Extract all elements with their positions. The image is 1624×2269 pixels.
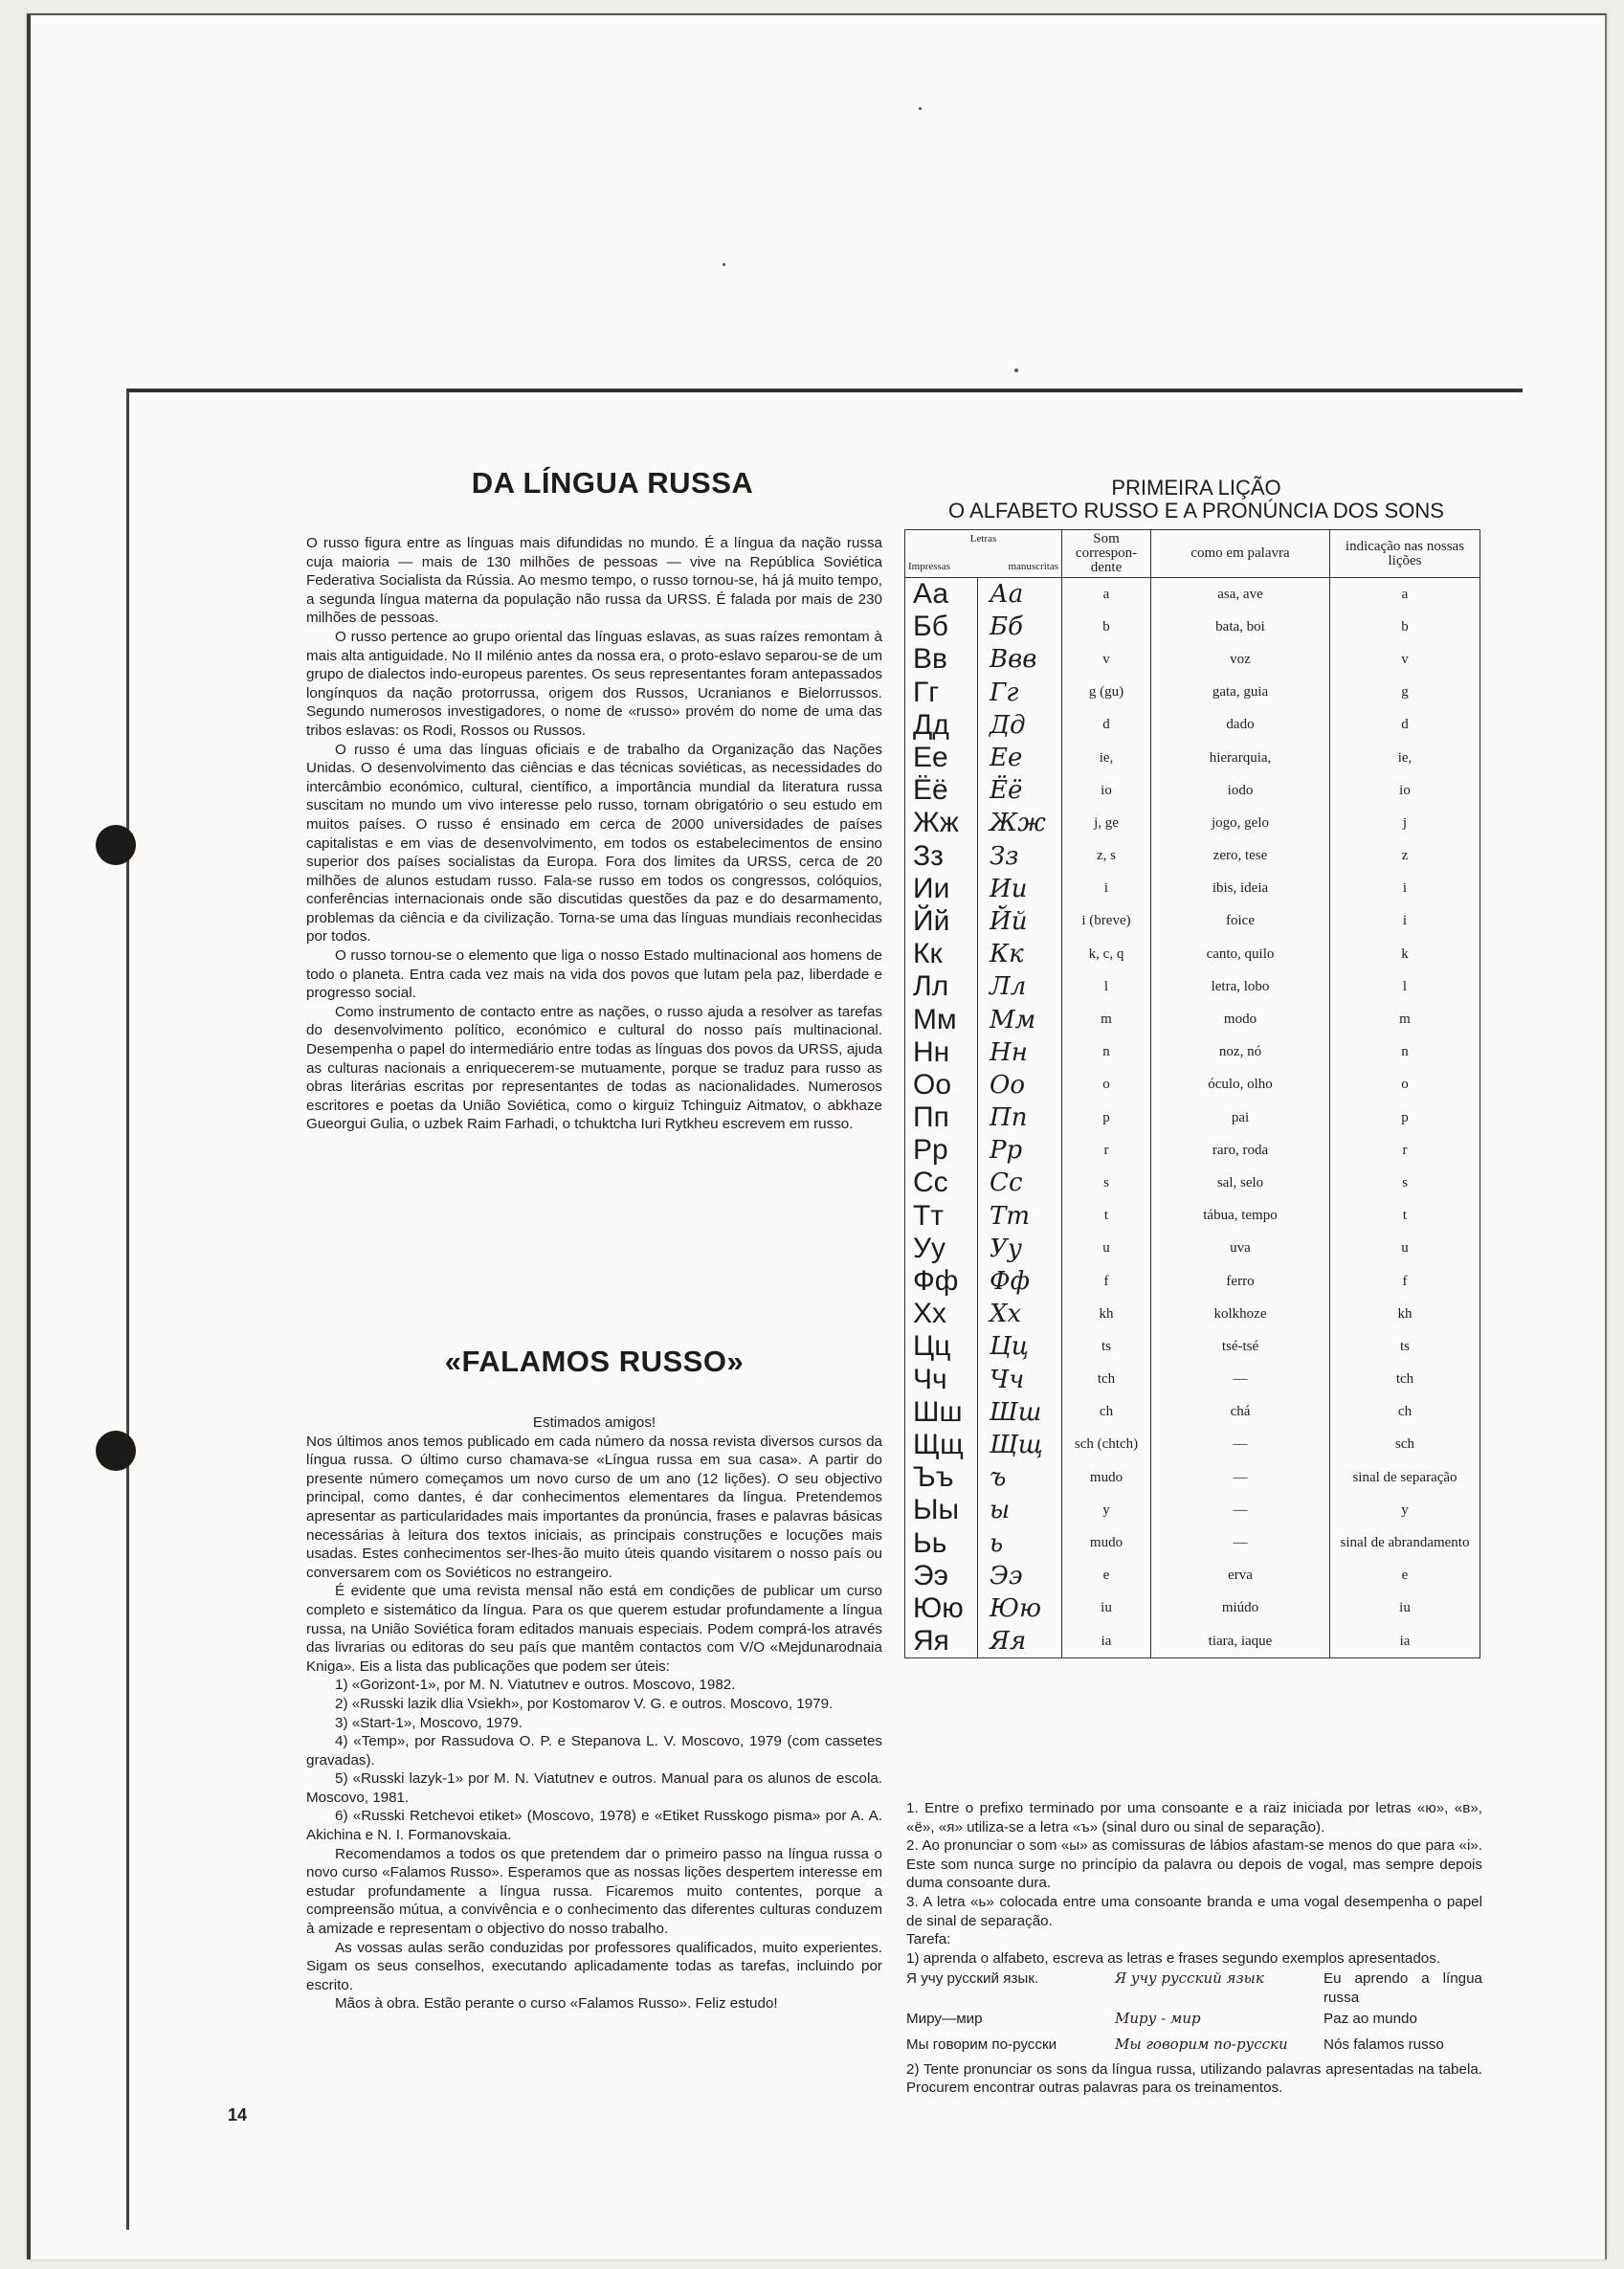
script-letter: Оо — [978, 1069, 1062, 1101]
title-da-lingua-russa: DA LÍNGUA RUSSA — [471, 466, 754, 500]
alphabet-row — [905, 807, 1480, 839]
script-letter: Юю — [978, 1592, 1062, 1625]
example-word: — — [1151, 1364, 1330, 1396]
alphabet-row — [905, 1396, 1480, 1429]
example-word: letra, lobo — [1151, 970, 1330, 1003]
lesson-indication: i — [1330, 873, 1480, 905]
script-letter: Шш — [978, 1396, 1062, 1429]
sound-value: sch (chtch) — [1062, 1429, 1151, 1461]
printed-letter: Шш — [905, 1396, 978, 1429]
printed-letter: Ъъ — [905, 1461, 978, 1494]
printed-letter: Ии — [905, 873, 978, 905]
sound-value: p — [1062, 1101, 1151, 1134]
printed-letter: Юю — [905, 1592, 978, 1625]
alphabet-row — [905, 578, 1480, 612]
script-letter: Бб — [978, 611, 1062, 643]
paragraph: Recomendamos a todos os que pretendem dar o primeiro passo na língua russa o novo curso «Falamos Russo». Esperamos que as nossas lições despertem interesse em estudar profundamente a língua russa. Ficaremos muito contentes, porque a compreensão mútua, a convivência e o conhecimento das diferentes culturas conduzem à amizade e representam o objectivo do nosso trabalho. — [306, 1845, 882, 1938]
example-word: miúdo — [1151, 1592, 1330, 1625]
sound-value: ie, — [1062, 742, 1151, 774]
list-item: 6) «Russki Retchevoi etiket» (Moscovo, 1978) e «Etiket Russkogo pisma» por A. A. Akichina e N. I. Formanovskaia. — [306, 1808, 882, 1844]
printed-letter: Кк — [905, 938, 978, 970]
printed-letter: Яя — [905, 1625, 978, 1658]
printed-letter: Лл — [905, 970, 978, 1003]
script-letter: Кк — [978, 938, 1062, 970]
example-portuguese: Eu aprendo a língua russa — [1324, 1970, 1482, 2006]
printed-letter: Ёё — [905, 774, 978, 807]
note-task-2: 2) Tente pronunciar os sons da língua russa, utilizando palavras apresentadas na tabela. Procurem encontrar outras palavras para os treinamentos. — [906, 2060, 1482, 2097]
example-word: raro, roda — [1151, 1134, 1330, 1167]
sound-value: l — [1062, 970, 1151, 1003]
script-letter: Уу — [978, 1233, 1062, 1265]
script-letter: Дд — [978, 709, 1062, 742]
example-word: óculo, olho — [1151, 1069, 1330, 1101]
lesson-indication: j — [1330, 807, 1480, 839]
printed-letter: Рр — [905, 1134, 978, 1167]
alphabet-row — [905, 1265, 1480, 1298]
paragraph: O russo tornou-se o elemento que liga o nosso Estado multinacional aos homens de todo o planeta. Entra cada vez mais na vida dos povos que lutam pela paz, liberdade e progresso social. — [306, 947, 882, 1002]
lesson-indication: sinal de abrandamento — [1330, 1526, 1480, 1559]
script-letter: Тт — [978, 1200, 1062, 1233]
example-word: sal, selo — [1151, 1167, 1330, 1199]
alphabet-row — [905, 1330, 1480, 1363]
sound-value: y — [1062, 1494, 1151, 1526]
lesson-indication: kh — [1330, 1298, 1480, 1330]
printed-letter: Дд — [905, 709, 978, 742]
printed-letter: Уу — [905, 1233, 978, 1265]
script-letter: Сс — [978, 1167, 1062, 1199]
lesson-indication: k — [1330, 938, 1480, 970]
paragraph: Como instrumento de contacto entre as nações, o russo ajuda a resolver as tarefas do desenvolvimento político, económico e cultural do nosso país multinacional. Desempenha o papel do intermediário entre todas as línguas dos povos da URSS, ajuda as culturas nacionais a enriquecerem-se mutuamente, porque se traduz para russo as obras literárias escritas por representantes de todas as nacionalidades. Numerosos escritores e poetas da União Soviética, como o kirguiz Tchinguiz Aitmatov, o abkhaze Gueorgui Gulia, o uzbek Raim Farhadi, o tchuktcha Iuri Rytkheu escrevem em russo. — [306, 1003, 882, 1133]
example-script: Миру - мир — [1115, 2009, 1201, 2027]
lesson-indication: v — [1330, 643, 1480, 676]
script-letter: Ии — [978, 873, 1062, 905]
sound-value: ch — [1062, 1396, 1151, 1429]
alphabet-row — [905, 1461, 1480, 1494]
example-word: — — [1151, 1526, 1330, 1559]
list-item: 5) «Russki lazyk-1» por M. N. Viatutnev e outros. Manual para os alunos de escola. Moscovo, 1981. — [306, 1770, 882, 1806]
speck — [919, 107, 922, 110]
sound-value: i — [1062, 873, 1151, 905]
example-word: erva — [1151, 1560, 1330, 1592]
script-letter: ь — [978, 1526, 1062, 1559]
lesson-indication: p — [1330, 1101, 1480, 1134]
example-word: ferro — [1151, 1265, 1330, 1298]
lesson-title: PRIMEIRA LIÇÃO — [1111, 476, 1281, 500]
note: 2. Ao pronunciar o som «ы» as comissuras de lábios afastam-se menos do que para «i». Este som nunca surge no princípio da palavra ou depois de vogal, mas sempre depois duma consoante dura. — [906, 1837, 1482, 1892]
printed-letter: Жж — [905, 807, 978, 839]
lesson-indication: f — [1330, 1265, 1480, 1298]
header-impressas: Impressas — [908, 561, 950, 572]
printed-letter: Щщ — [905, 1429, 978, 1461]
sound-value: a — [1062, 578, 1151, 612]
lesson-indication: g — [1330, 677, 1480, 709]
example-word: zero, tese — [1151, 840, 1330, 873]
list-item: 4) «Temp», por Rassudova O. P. e Stepanova L. V. Moscovo, 1979 (com cassetes gravadas). — [306, 1733, 882, 1768]
sound-value: v — [1062, 643, 1151, 676]
title-falamos-russo: «FALAMOS RUSSO» — [444, 1345, 745, 1378]
example-word: asa, ave — [1151, 578, 1330, 612]
list-item: 2) «Russki lazik dlia Vsiekh», por Kostomarov V. G. e outros. Moscovo, 1979. — [335, 1695, 834, 1712]
example-word: uva — [1151, 1233, 1330, 1265]
sound-value: g (gu) — [1062, 677, 1151, 709]
paragraph: O russo é uma das línguas oficiais e de trabalho da Organização das Nações Unidas. O desenvolvimento das ciências e das técnicas soviéticas, as necessidades do intercâmbio económico, cultural, científico, a importância mundial da literatura russa suscitam no mundo um vivo interesse pelo russo, tornam obrigatório o seu estudo em muitos países. O russo é ensinado em cerca de 2000 universidades de países capitalistas e em vias de desenvolvimento, em todos os estabelecimentos de ensino superior dos países socialistas da Europa. Fora dos limites da URSS, cerca de 20 milhões de alunos estudam russo. Fala-se russo em todos os congressos, colóquios, conferências internacionais onde são discutidas questões da paz e do desarmamento, problemas da ciência e da civilização. Torna-se uma das línguas mundiais reconhecidas por todos. — [306, 741, 882, 945]
lesson-indication: d — [1330, 709, 1480, 742]
printed-letter: Ьь — [905, 1526, 978, 1559]
alphabet-table — [904, 529, 1480, 1658]
sound-value: k, c, q — [1062, 938, 1151, 970]
printed-letter: Мм — [905, 1003, 978, 1035]
lesson-indication: ts — [1330, 1330, 1480, 1363]
example-word: — — [1151, 1461, 1330, 1494]
alphabet-row — [905, 643, 1480, 676]
section-falamos-russo — [306, 1413, 882, 2013]
example-word: jogo, gelo — [1151, 807, 1330, 839]
lesson-indication: io — [1330, 774, 1480, 807]
sound-value: s — [1062, 1167, 1151, 1199]
lesson-indication: n — [1330, 1036, 1480, 1069]
example-word: hierarquia, — [1151, 742, 1330, 774]
script-letter: Щщ — [978, 1429, 1062, 1461]
alphabet-row — [905, 840, 1480, 873]
sound-value: e — [1062, 1560, 1151, 1592]
sound-value: o — [1062, 1069, 1151, 1101]
printed-letter: Чч — [905, 1364, 978, 1396]
alphabet-row — [905, 1625, 1480, 1658]
example-russian: Миру—мир — [906, 2010, 983, 2027]
sound-value: t — [1062, 1200, 1151, 1233]
example-russian: Я учу русский язык. — [906, 1970, 1039, 1988]
header-manuscritas: manuscritas — [1008, 561, 1058, 572]
lesson-indication: y — [1330, 1494, 1480, 1526]
lesson-indication: sinal de separação — [1330, 1461, 1480, 1494]
script-letter: ы — [978, 1494, 1062, 1526]
sound-value: io — [1062, 774, 1151, 807]
header-indicacao: indicação nas nossas lições — [1330, 530, 1480, 578]
script-letter: Зз — [978, 840, 1062, 873]
page-number: 14 — [228, 2105, 248, 2124]
lesson-indication: sch — [1330, 1429, 1480, 1461]
alphabet-row — [905, 611, 1480, 643]
alphabet-row — [905, 1036, 1480, 1069]
speck — [1014, 368, 1018, 372]
printed-letter: Йй — [905, 905, 978, 938]
example-word: gata, guia — [1151, 677, 1330, 709]
example-word: bata, boi — [1151, 611, 1330, 643]
script-letter: Гг — [978, 677, 1062, 709]
lesson-indication: ia — [1330, 1625, 1480, 1658]
example-word: noz, nó — [1151, 1036, 1330, 1069]
example-script: Я учу русский язык — [1115, 1969, 1264, 1988]
paragraph: As vossas aulas serão conduzidas por professores qualificados, muito experientes. Sigam os seus conselhos, executando aplicadamente todas as tarefas, incluindo por escrito. — [306, 1939, 882, 1993]
alphabet-row — [905, 905, 1480, 938]
script-letter: Рр — [978, 1134, 1062, 1167]
script-letter: Мм — [978, 1003, 1062, 1035]
printed-letter: Зз — [905, 840, 978, 873]
sound-value: z, s — [1062, 840, 1151, 873]
example-portuguese: Nós falamos russo — [1324, 2036, 1444, 2054]
alphabet-row — [905, 1592, 1480, 1625]
sound-value: ts — [1062, 1330, 1151, 1363]
sound-value: m — [1062, 1003, 1151, 1035]
script-letter: Ёё — [978, 774, 1062, 807]
note: 1) aprenda o alfabeto, escreva as letras e frases segundo exemplos apresentados. — [906, 1949, 1441, 1967]
printed-letter: Пп — [905, 1101, 978, 1134]
sound-value: f — [1062, 1265, 1151, 1298]
example-row — [906, 2035, 1482, 2055]
script-letter: Ээ — [978, 1560, 1062, 1592]
script-letter: Жж — [978, 807, 1062, 839]
alphabet-row — [905, 709, 1480, 742]
alphabet-row — [905, 774, 1480, 807]
sound-value: iu — [1062, 1592, 1151, 1625]
note: 3. A letra «ь» colocada entre uma consoante branda e uma vogal desempenha o papel de sinal de separação. — [906, 1893, 1482, 1929]
header-letras — [905, 530, 1062, 578]
example-word: canto, quilo — [1151, 938, 1330, 970]
lesson-indication: ch — [1330, 1396, 1480, 1429]
example-word: pai — [1151, 1101, 1330, 1134]
section-da-lingua-russa — [306, 534, 882, 1134]
lesson-indication: s — [1330, 1167, 1480, 1199]
alphabet-row — [905, 1429, 1480, 1461]
sound-value: tch — [1062, 1364, 1151, 1396]
lesson-indication: ie, — [1330, 742, 1480, 774]
example-portuguese: Paz ao mundo — [1324, 2010, 1417, 2027]
punch-hole-bottom — [96, 1431, 136, 1471]
lesson-indication: i — [1330, 905, 1480, 938]
lesson-indication: iu — [1330, 1592, 1480, 1625]
alphabet-row — [905, 873, 1480, 905]
lesson-indication: b — [1330, 611, 1480, 643]
alphabet-row — [905, 1069, 1480, 1101]
script-letter: Нн — [978, 1036, 1062, 1069]
script-letter: ъ — [978, 1461, 1062, 1494]
example-word: foice — [1151, 905, 1330, 938]
alphabet-row — [905, 1101, 1480, 1134]
sound-value: mudo — [1062, 1526, 1151, 1559]
sound-value: i (breve) — [1062, 905, 1151, 938]
paragraph: O russo pertence ao grupo oriental das línguas eslavas, as suas raízes remontam à mais alta antiguidade. No II milénio antes da nossa era, o proto-eslavo separou-se de um grupo de dialectos indo-europeus parentes. Os seus representantes foram antepassados longínquos da nação protorrussa, origem dos Russos, Ucranianos e Bielorrussos. Segundo numerosos investigadores, o nome de «russo» provém do nome de uma das tribos eslavas: os Rodi, Rossos ou Russos. — [306, 628, 882, 739]
header-como-em-palavra: como em palavra — [1151, 530, 1330, 578]
header-letras-sub — [908, 560, 1058, 574]
example-word: tiara, iaque — [1151, 1625, 1330, 1658]
lesson-indication: t — [1330, 1200, 1480, 1233]
lesson-indication: m — [1330, 1003, 1480, 1035]
script-letter: Чч — [978, 1364, 1062, 1396]
printed-letter: Сс — [905, 1167, 978, 1199]
header-letras-label: Letras — [969, 533, 997, 545]
printed-letter: Гг — [905, 677, 978, 709]
example-word: kolkhoze — [1151, 1298, 1330, 1330]
lesson-subtitle: O ALFABETO RUSSO E A PRONÚNCIA DOS SONS — [948, 499, 1444, 523]
printed-letter: Ыы — [905, 1494, 978, 1526]
sound-value: d — [1062, 709, 1151, 742]
note-task-label: Tarefa: — [906, 1931, 951, 1948]
printed-letter: Ее — [905, 742, 978, 774]
alphabet-row — [905, 1200, 1480, 1233]
alphabet-row — [905, 1298, 1480, 1330]
paragraph: Mãos à obra. Estão perante o curso «Falamos Russo». Feliz estudo! — [335, 1995, 778, 2013]
alphabet-row — [905, 1233, 1480, 1265]
greeting: Estimados amigos! — [532, 1414, 656, 1431]
example-word: — — [1151, 1494, 1330, 1526]
script-letter: Ввв — [978, 643, 1062, 676]
sound-value: j, ge — [1062, 807, 1151, 839]
script-letter: Цц — [978, 1330, 1062, 1363]
printed-letter: Ээ — [905, 1560, 978, 1592]
punch-hole-top — [96, 825, 136, 865]
alphabet-row — [905, 1134, 1480, 1167]
sound-value: mudo — [1062, 1461, 1151, 1494]
alphabet-row — [905, 742, 1480, 774]
printed-letter: Аа — [905, 578, 978, 612]
example-russian: Мы говорим по-русски — [906, 2036, 1057, 2054]
example-word: ibis, ideia — [1151, 873, 1330, 905]
example-script: Мы говорим по-русски — [1115, 2035, 1288, 2054]
script-letter: Йй — [978, 905, 1062, 938]
lesson-indication: l — [1330, 970, 1480, 1003]
printed-letter: Оо — [905, 1069, 978, 1101]
alphabet-row — [905, 970, 1480, 1003]
example-word: chá — [1151, 1396, 1330, 1429]
lesson-indication: tch — [1330, 1364, 1480, 1396]
printed-letter: Бб — [905, 611, 978, 643]
lesson-indication: z — [1330, 840, 1480, 873]
alphabet-row — [905, 1167, 1480, 1199]
note: 1. Entre o prefixo terminado por uma consoante e a raiz iniciada por letras «ю», «в», «ё», «я» utiliza-se a letra «ъ» (sinal duro ou sinal de separação). — [906, 1800, 1482, 1835]
example-word: tábua, tempo — [1151, 1200, 1330, 1233]
example-word: voz — [1151, 643, 1330, 676]
example-row — [906, 2010, 1482, 2029]
script-letter: Фф — [978, 1265, 1062, 1298]
alphabet-row — [905, 938, 1480, 970]
lesson-indication: u — [1330, 1233, 1480, 1265]
printed-letter: Фф — [905, 1265, 978, 1298]
example-word: iodo — [1151, 774, 1330, 807]
paragraph: Nos últimos anos temos publicado em cada número da nossa revista diversos cursos da língua russa. O último curso chamava-se «Língua russa em sua casa». A partir do presente número começamos um novo curso de um ano (12 lições). O seu objectivo principal, como dantes, é dar conhecimentos elementares da língua. Pretendemos apresentar as particularidades mais importantes da pronúncia, frases e palavras básicas necessárias à leitura dos textos iniciais, as principais construções e locuções mais usadas. Estes conhecimentos ser-lhes-ão muito úteis quando visitarem o nosso país ou conversarem com os Soviéticos no estrangeiro. — [306, 1433, 882, 1581]
paragraph: O russo figura entre as línguas mais difundidas no mundo. É a língua da nação russa cuja maioria — mais de 130 milhões de pessoas — vive na República Soviética Federativa Socialista da Rússia. Ao mesmo tempo, o russo tornou-se, há já muito tempo, a segunda língua materna da população não russa da URSS. É falada por mais de 230 milhões de pessoas. — [306, 535, 882, 627]
sound-value: r — [1062, 1134, 1151, 1167]
example-word: — — [1151, 1429, 1330, 1461]
script-letter: Аа — [978, 578, 1062, 612]
alphabet-row — [905, 1003, 1480, 1035]
list-item: 1) «Gorizont-1», por M. N. Viatutnev e outros. Moscovo, 1982. — [335, 1677, 736, 1694]
script-letter: Лл — [978, 970, 1062, 1003]
lesson-indication: a — [1330, 578, 1480, 612]
alphabet-row — [905, 1494, 1480, 1526]
lesson-notes — [906, 1799, 1482, 2098]
alphabet-row — [905, 1526, 1480, 1559]
printed-letter: Нн — [905, 1036, 978, 1069]
alphabet-row — [905, 1560, 1480, 1592]
example-row — [906, 1969, 1482, 2007]
example-word: dado — [1151, 709, 1330, 742]
script-letter: Ее — [978, 742, 1062, 774]
alphabet-table-body — [905, 578, 1480, 1658]
header-som: Som correspon-dente — [1062, 530, 1151, 578]
sound-value: ia — [1062, 1625, 1151, 1658]
alphabet-row — [905, 677, 1480, 709]
sound-value: n — [1062, 1036, 1151, 1069]
paragraph: É evidente que uma revista mensal não está em condições de publicar um curso completo e sistemático da língua. Para os que querem estudar profundamente a língua russa, na União Soviética foram editados manuais especiais. Podem comprá-los através das livrarias ou editoras do seu país que mantêm contactos com V/O «Mejdunarodnaia Kniga». Eis a lista das publicações que podem ser úteis: — [306, 1583, 882, 1675]
script-letter: Хх — [978, 1298, 1062, 1330]
lesson-indication: o — [1330, 1069, 1480, 1101]
lesson-indication: e — [1330, 1560, 1480, 1592]
sound-value: kh — [1062, 1298, 1151, 1330]
script-letter: Пп — [978, 1101, 1062, 1134]
alphabet-row — [905, 1364, 1480, 1396]
sound-value: b — [1062, 611, 1151, 643]
printed-letter: Цц — [905, 1330, 978, 1363]
example-word: tsé-tsé — [1151, 1330, 1330, 1363]
lesson-indication: r — [1330, 1134, 1480, 1167]
example-word: modo — [1151, 1003, 1330, 1035]
script-letter: Яя — [978, 1625, 1062, 1658]
printed-letter: Вв — [905, 643, 978, 676]
printed-letter: Хх — [905, 1298, 978, 1330]
printed-letter: Тт — [905, 1200, 978, 1233]
list-item: 3) «Start-1», Moscovo, 1979. — [335, 1714, 523, 1731]
speck — [723, 263, 725, 266]
sound-value: u — [1062, 1233, 1151, 1265]
